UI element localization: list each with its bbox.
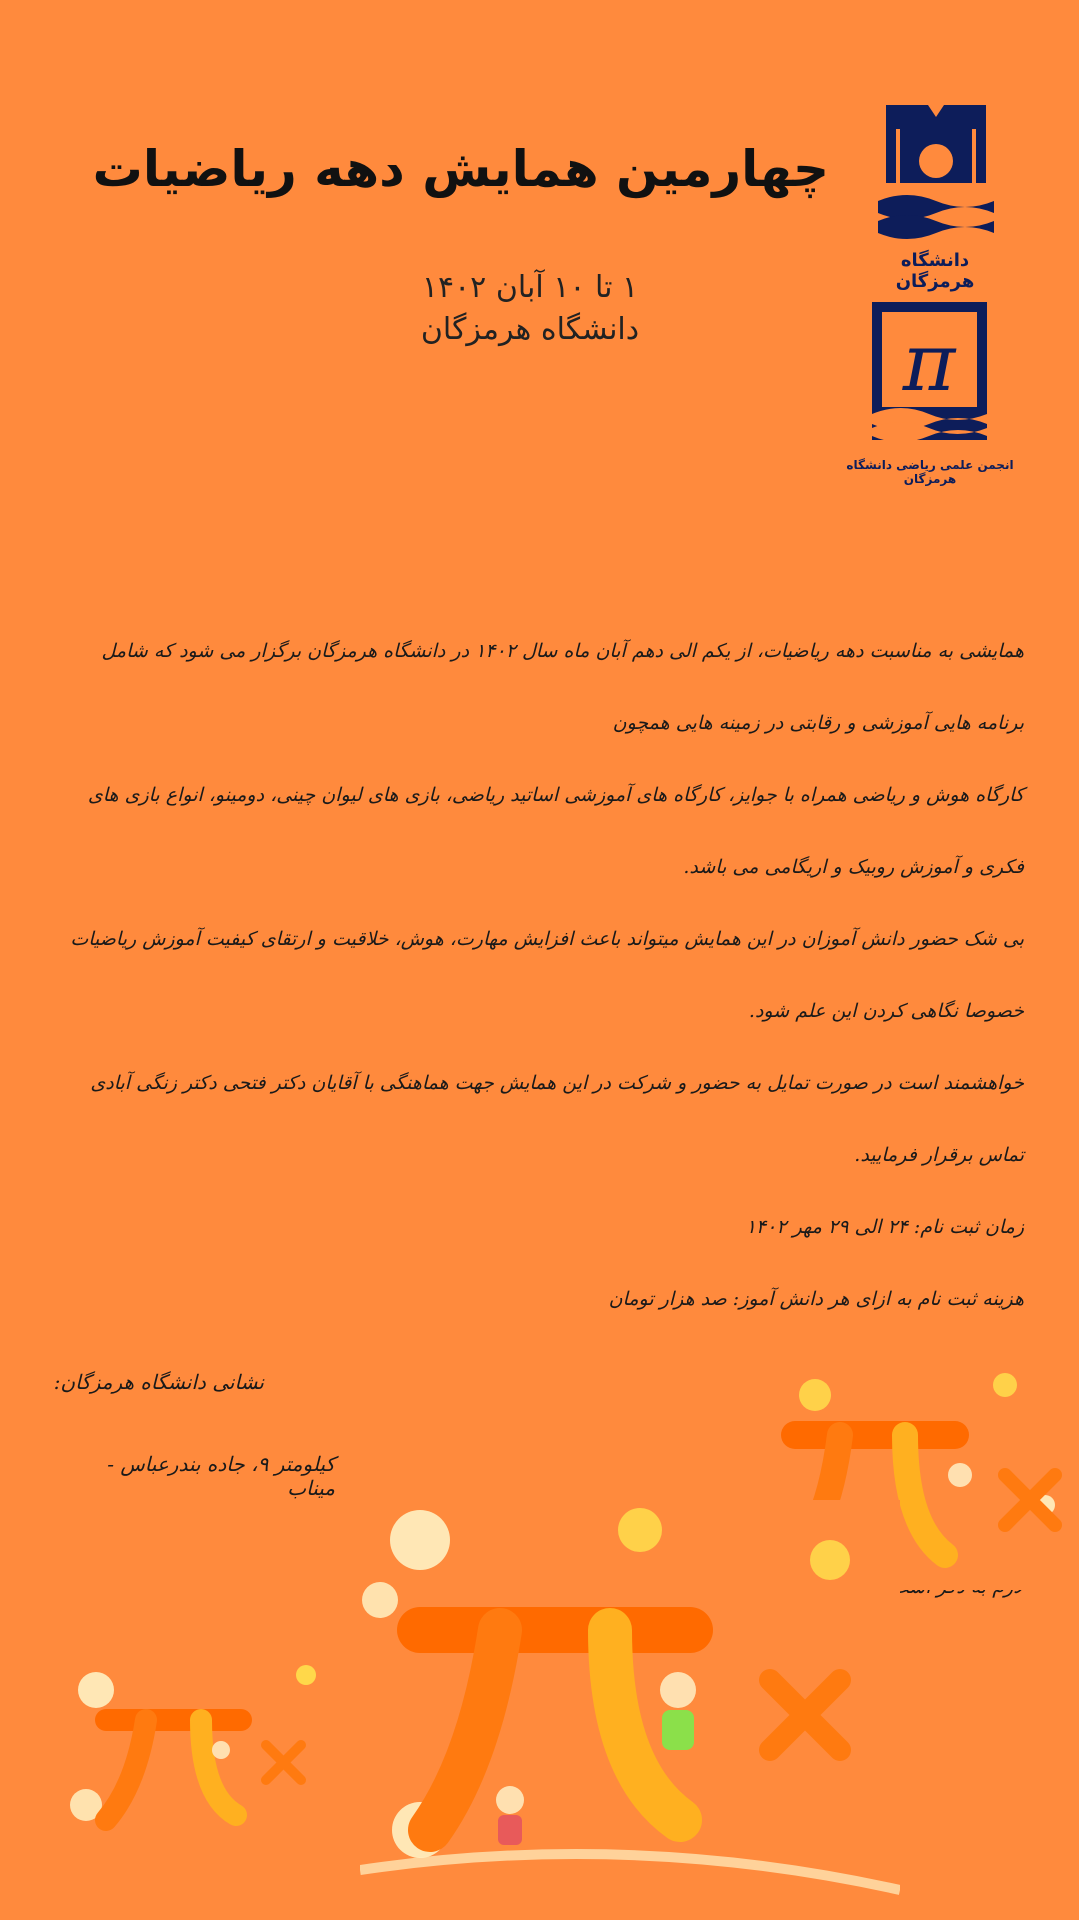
svg-text:π: π [902, 316, 956, 409]
university-logo-label: دانشگاه هرمزگان [895, 250, 975, 292]
math-association-logo [872, 302, 987, 440]
math-association-logo-label: انجمن علمی ریاضی دانشگاه هرمزگان [846, 458, 1014, 486]
university-logo [878, 105, 994, 245]
pi-illustration-small [66, 1655, 331, 1840]
announcement-paragraphs [55, 615, 1024, 1191]
page-title: چهارمین همایش دهه ریاضیات [92, 140, 829, 198]
paragraph: خواهشمند است در صورت تمایل به حضور و شرکت در این همایش جهت هماهنگی با آقایان دکتر فتحی دکتر زنگی آبادی تماس برقرار فرمایید. [90, 1072, 1024, 1166]
address-heading: نشانی دانشگاه هرمزگان: [53, 1370, 264, 1394]
registration-fee: هزینه ثبت نام به ازای هر دانش آموز: صد هزار تومان [608, 1288, 1024, 1310]
paragraph: بی شک حضور دانش آموزان در این همایش میتواند باعث افزایش مهارت، هوش، خلاقیت و ارتقای کیفیت آموزش ریاضیات خصوصا نگاهی کردن این علم شود. [70, 928, 1024, 1022]
address-line: کیلومتر ۹، جاده بندرعباس - میناب [107, 1452, 335, 1500]
pi-illustration-large [360, 1500, 900, 1900]
paragraph: همایشی به مناسبت دهه ریاضیات، از یکم الی دهم آبان ماه سال ۱۴۰۲ در دانشگاه هرمزگان برگزار می شود که شامل برنامه هایی آموزشی و رقابتی در زمینه هایی همچون [101, 640, 1024, 734]
paragraph: کارگاه هوش و ریاضی همراه با جوایز، کارگاه های آموزشی اساتید ریاضی، بازی های لیوان چینی، دومینو، انواع بازی های فکری و آموزش روبیک و اریگامی می باشد. [87, 784, 1024, 878]
event-venue: دانشگاه هرمزگان [420, 312, 640, 347]
event-dates: ۱ تا ۱۰ آبان ۱۴۰۲ [421, 270, 639, 305]
registration-period: زمان ثبت نام: ۲۴ الی ۲۹ مهر ۱۴۰۲ [745, 1216, 1024, 1238]
